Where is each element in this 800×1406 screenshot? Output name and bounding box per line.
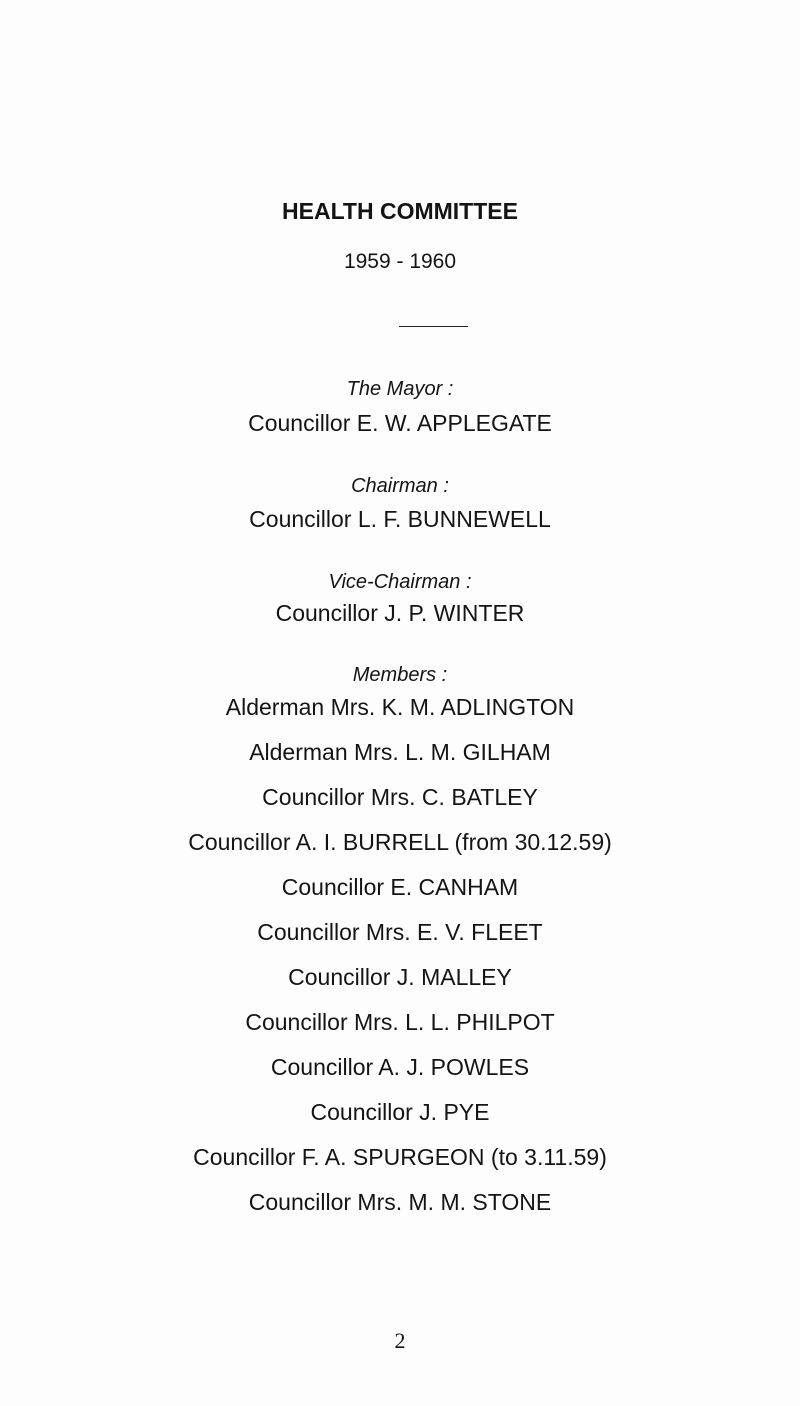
member-name: Councillor A. I. BURRELL (from 30.12.59) — [188, 829, 612, 855]
name-chairman: Councillor L. F. BUNNEWELL — [249, 506, 551, 532]
member-name: Councillor J. MALLEY — [288, 964, 512, 990]
member-name: Councillor F. A. SPURGEON (to 3.11.59) — [193, 1144, 607, 1170]
role-label-mayor: The Mayor : — [346, 378, 454, 400]
name-mayor: Councillor E. W. APPLEGATE — [248, 410, 552, 436]
name-vice-chairman: Councillor J. P. WINTER — [275, 600, 525, 626]
page-number: 2 — [394, 1328, 406, 1353]
member-name: Alderman Mrs. K. M. ADLINGTON — [225, 694, 575, 720]
member-name: Councillor Mrs. C. BATLEY — [262, 784, 538, 810]
member-name: Councillor J. PYE — [310, 1099, 490, 1125]
member-name: Councillor Mrs. L. L. PHILPOT — [245, 1009, 555, 1035]
role-label-vice-chairman: Vice-Chairman : — [328, 571, 472, 593]
role-label-chairman: Chairman : — [351, 475, 449, 497]
divider-rule — [399, 326, 468, 327]
committee-title: HEALTH COMMITTEE — [282, 198, 518, 224]
member-name: Councillor E. CANHAM — [281, 874, 519, 900]
member-name: Councillor Mrs. E. V. FLEET — [257, 919, 543, 945]
role-label-members: Members : — [352, 664, 448, 686]
member-name: Alderman Mrs. L. M. GILHAM — [249, 739, 551, 765]
committee-years: 1959 - 1960 — [343, 250, 457, 273]
member-name: Councillor Mrs. M. M. STONE — [248, 1189, 552, 1215]
member-name: Councillor A. J. POWLES — [270, 1054, 530, 1080]
